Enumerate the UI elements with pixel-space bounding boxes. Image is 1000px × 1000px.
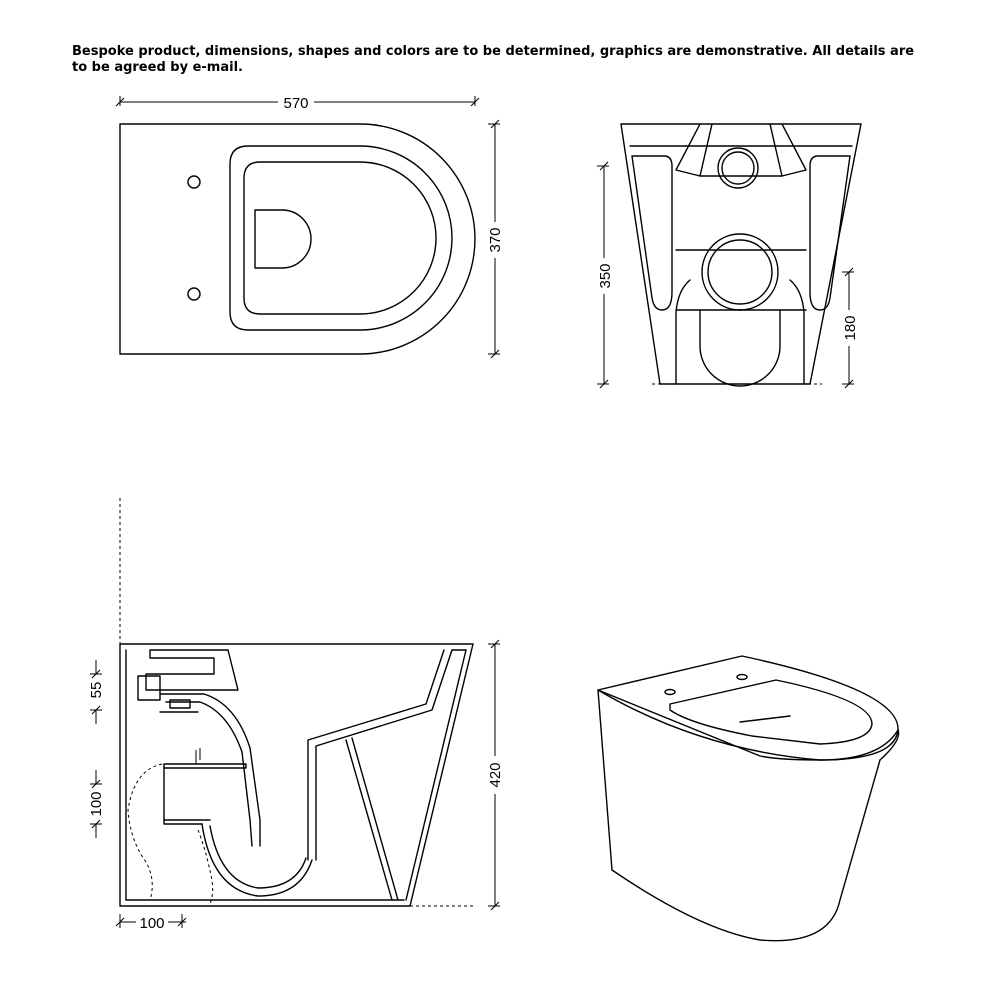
dim-label-width: 570 bbox=[283, 95, 309, 112]
dim-label-side-height: 420 bbox=[487, 762, 504, 788]
dim-label-inlet: 55 bbox=[88, 681, 105, 699]
dimension-depth bbox=[487, 120, 504, 358]
dimension-front-outlet bbox=[842, 268, 859, 388]
fixing-hole-icon bbox=[737, 675, 747, 680]
dim-label-outlet-height: 100 bbox=[88, 791, 105, 817]
dimension-width bbox=[116, 95, 479, 112]
fixing-hole-icon bbox=[665, 690, 675, 695]
dim-label-front-height: 350 bbox=[597, 263, 614, 289]
dimension-outlet-height bbox=[88, 770, 105, 838]
fixing-hole-icon bbox=[188, 176, 200, 188]
dimension-side-height bbox=[487, 640, 504, 910]
dimension-outlet-offset bbox=[116, 914, 186, 932]
perspective-view bbox=[598, 656, 899, 941]
side-section-view bbox=[88, 498, 504, 932]
fixing-hole-icon bbox=[188, 288, 200, 300]
dim-label-front-outlet: 180 bbox=[842, 315, 859, 341]
top-view bbox=[116, 95, 504, 358]
dimension-inlet bbox=[88, 660, 105, 724]
dim-label-outlet-offset: 100 bbox=[139, 915, 165, 932]
disclaimer-note: Bespoke product, dimensions, shapes and colors are to be determined, graphics are demonstrative. All details are to be agreed by e-mail. bbox=[72, 44, 915, 75]
dim-label-depth: 370 bbox=[487, 227, 504, 253]
front-view bbox=[597, 124, 861, 388]
dimension-front-height bbox=[597, 162, 614, 388]
